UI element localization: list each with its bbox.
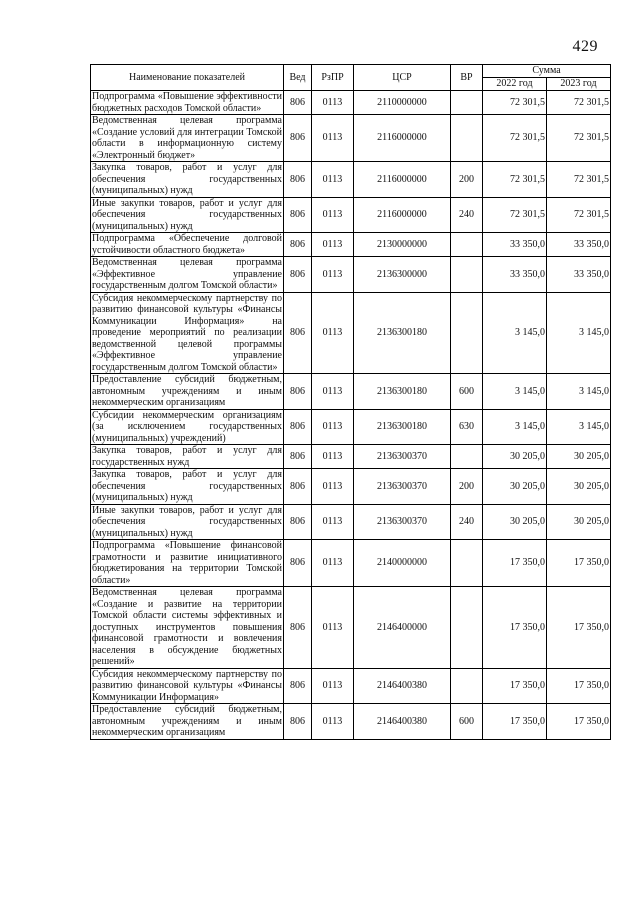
row-csr: 2110000000 — [354, 91, 451, 115]
table-row — [91, 257, 611, 293]
table-row — [91, 233, 611, 257]
row-vr — [451, 540, 483, 587]
row-csr: 2116000000 — [354, 162, 451, 198]
row-vr: 240 — [451, 197, 483, 233]
row-name: Закупка товаров, работ и услуг для государственных нужд — [92, 445, 282, 468]
row-rzpr: 0113 — [312, 374, 354, 410]
row-ved: 806 — [284, 469, 312, 505]
row-csr: 2136300000 — [354, 257, 451, 293]
row-sum-2022: 17 350,0 — [483, 540, 547, 587]
row-ved: 806 — [284, 668, 312, 704]
row-rzpr: 0113 — [312, 445, 354, 469]
table-row — [91, 469, 611, 505]
row-csr: 2146400000 — [354, 587, 451, 669]
row-sum-2022: 17 350,0 — [483, 704, 547, 740]
row-sum-2023: 30 205,0 — [547, 469, 611, 505]
row-csr: 2136300180 — [354, 292, 451, 374]
row-csr: 2136300370 — [354, 469, 451, 505]
row-vr — [451, 115, 483, 162]
row-sum-2022: 3 145,0 — [483, 292, 547, 374]
table-row — [91, 91, 611, 115]
row-rzpr: 0113 — [312, 504, 354, 540]
row-sum-2023: 3 145,0 — [547, 292, 611, 374]
row-rzpr: 0113 — [312, 115, 354, 162]
table-row — [91, 374, 611, 410]
row-vr — [451, 668, 483, 704]
row-sum-2022: 33 350,0 — [483, 257, 547, 293]
header-vr: ВР — [451, 65, 483, 91]
row-vr — [451, 233, 483, 257]
row-sum-2022: 3 145,0 — [483, 409, 547, 445]
row-sum-2022: 30 205,0 — [483, 469, 547, 505]
row-name: Иные закупки товаров, работ и услуг для обеспечения государственных (муниципальных) нужд — [92, 197, 282, 232]
row-sum-2022: 30 205,0 — [483, 445, 547, 469]
row-rzpr: 0113 — [312, 91, 354, 115]
row-vr: 600 — [451, 374, 483, 410]
header-rzpr: РзПР — [312, 65, 354, 91]
row-sum-2023: 30 205,0 — [547, 445, 611, 469]
row-sum-2022: 3 145,0 — [483, 374, 547, 410]
table-body — [91, 91, 611, 740]
row-sum-2022: 72 301,5 — [483, 115, 547, 162]
row-csr: 2136300180 — [354, 409, 451, 445]
row-vr: 200 — [451, 469, 483, 505]
row-ved: 806 — [284, 587, 312, 669]
row-ved: 806 — [284, 257, 312, 293]
row-vr — [451, 292, 483, 374]
table-row — [91, 409, 611, 445]
row-name: Подпрограмма «Обеспечение долговой устойчивости областного бюджета» — [92, 233, 282, 256]
row-rzpr: 0113 — [312, 257, 354, 293]
row-name: Субсидии некоммерческим организациям (за исключением государственных (муниципальных) учреждений) — [92, 409, 282, 444]
row-rzpr: 0113 — [312, 197, 354, 233]
row-ved: 806 — [284, 704, 312, 740]
row-ved: 806 — [284, 162, 312, 198]
row-csr: 2136300370 — [354, 445, 451, 469]
row-name: Предоставление субсидий бюджетным, автономным учреждениям и иным некоммерческим организациям — [92, 704, 282, 738]
row-sum-2022: 72 301,5 — [483, 162, 547, 198]
row-name: Закупка товаров, работ и услуг для обеспечения государственных (муниципальных) нужд — [92, 469, 282, 503]
table-row — [91, 540, 611, 587]
header-ved: Вед — [284, 65, 312, 91]
row-rzpr: 0113 — [312, 540, 354, 587]
row-ved: 806 — [284, 91, 312, 115]
row-sum-2023: 72 301,5 — [547, 115, 611, 162]
row-vr: 630 — [451, 409, 483, 445]
row-name: Предоставление субсидий бюджетным, автономным учреждениям и иным некоммерческим организациям — [92, 374, 282, 408]
table-row — [91, 115, 611, 162]
row-ved: 806 — [284, 115, 312, 162]
table-row — [91, 162, 611, 198]
row-vr — [451, 445, 483, 469]
row-sum-2022: 17 350,0 — [483, 587, 547, 669]
row-vr: 200 — [451, 162, 483, 198]
row-sum-2023: 3 145,0 — [547, 409, 611, 445]
row-sum-2023: 33 350,0 — [547, 257, 611, 293]
row-sum-2022: 30 205,0 — [483, 504, 547, 540]
row-name: Ведомственная целевая программа «Эффективное управление государственным долгом Томской области» — [92, 257, 282, 291]
row-rzpr: 0113 — [312, 292, 354, 374]
row-rzpr: 0113 — [312, 469, 354, 505]
table-row — [91, 504, 611, 540]
row-rzpr: 0113 — [312, 233, 354, 257]
row-ved: 806 — [284, 197, 312, 233]
row-sum-2023: 33 350,0 — [547, 233, 611, 257]
row-name: Ведомственная целевая программа «Создание и развитие на территории Томской области системы эффективных и доступных инструментов повышения финансовой грамотности и вовлечения населения в обсуждение бюджетных решений» — [92, 587, 282, 667]
row-ved: 806 — [284, 374, 312, 410]
row-ved: 806 — [284, 292, 312, 374]
row-sum-2023: 17 350,0 — [547, 668, 611, 704]
row-vr: 600 — [451, 704, 483, 740]
row-name: Закупка товаров, работ и услуг для обеспечения государственных (муниципальных) нужд — [92, 162, 282, 196]
table-row — [91, 197, 611, 233]
header-csr: ЦСР — [354, 65, 451, 91]
table-row — [91, 587, 611, 669]
row-name: Ведомственная целевая программа «Создание условий для интеграции Томской области в информационную систему «Электронный бюджет» — [92, 115, 282, 161]
row-csr: 2116000000 — [354, 115, 451, 162]
row-sum-2023: 17 350,0 — [547, 704, 611, 740]
table-row — [91, 292, 611, 374]
table-header — [91, 65, 611, 91]
header-year-2023: 2023 год — [547, 78, 611, 91]
row-ved: 806 — [284, 409, 312, 445]
row-sum-2023: 72 301,5 — [547, 162, 611, 198]
row-vr: 240 — [451, 504, 483, 540]
row-ved: 806 — [284, 540, 312, 587]
row-sum-2023: 72 301,5 — [547, 91, 611, 115]
row-rzpr: 0113 — [312, 409, 354, 445]
row-sum-2023: 72 301,5 — [547, 197, 611, 233]
row-sum-2023: 17 350,0 — [547, 587, 611, 669]
row-sum-2023: 30 205,0 — [547, 504, 611, 540]
table-row — [91, 668, 611, 704]
row-rzpr: 0113 — [312, 587, 354, 669]
table-row — [91, 704, 611, 740]
header-sum: Сумма — [483, 65, 611, 78]
row-csr: 2130000000 — [354, 233, 451, 257]
row-name: Подпрограмма «Повышение финансовой грамотности и развитие инициативного бюджетирования на территории Томской области» — [92, 540, 282, 586]
budget-table — [90, 64, 611, 740]
row-ved: 806 — [284, 504, 312, 540]
row-csr: 2146400380 — [354, 704, 451, 740]
row-name: Иные закупки товаров, работ и услуг для обеспечения государственных (муниципальных) нужд — [92, 504, 282, 539]
row-rzpr: 0113 — [312, 162, 354, 198]
header-year-2022: 2022 год — [483, 78, 547, 91]
row-sum-2023: 17 350,0 — [547, 540, 611, 587]
row-rzpr: 0113 — [312, 704, 354, 740]
row-sum-2023: 3 145,0 — [547, 374, 611, 410]
row-ved: 806 — [284, 233, 312, 257]
row-sum-2022: 72 301,5 — [483, 91, 547, 115]
row-name: Субсидия некоммерческому партнерству по развитию финансовой культуры «Финансы Коммуникации Информация» на проведение мероприятий по реализации ведомственной целевой программы «Эффективное управление государственным долгом Томской области» — [92, 292, 282, 373]
row-rzpr: 0113 — [312, 668, 354, 704]
row-vr — [451, 257, 483, 293]
page-number: 429 — [572, 38, 598, 55]
row-ved: 806 — [284, 445, 312, 469]
row-vr — [451, 587, 483, 669]
row-csr: 2146400380 — [354, 668, 451, 704]
row-sum-2022: 33 350,0 — [483, 233, 547, 257]
row-name: Субсидия некоммерческому партнерству по развитию финансовой культуры «Финансы Коммуникации Информация» — [92, 668, 282, 703]
row-csr: 2136300370 — [354, 504, 451, 540]
row-sum-2022: 17 350,0 — [483, 668, 547, 704]
table-row — [91, 445, 611, 469]
row-vr — [451, 91, 483, 115]
row-sum-2022: 72 301,5 — [483, 197, 547, 233]
header-name: Наименование показателей — [91, 65, 284, 91]
row-csr: 2140000000 — [354, 540, 451, 587]
row-csr: 2116000000 — [354, 197, 451, 233]
row-csr: 2136300180 — [354, 374, 451, 410]
row-name: Подпрограмма «Повышение эффективности бюджетных расходов Томской области» — [92, 91, 282, 114]
